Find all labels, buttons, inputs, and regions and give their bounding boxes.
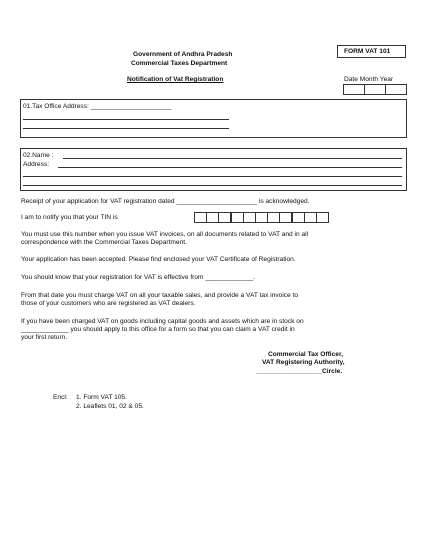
tin-digit-box[interactable] [267, 212, 280, 223]
form-id-box [337, 45, 406, 58]
tin-digit-box[interactable] [194, 212, 207, 223]
tax-office-address-label: 01.Tax Office Address: ______________________ [23, 103, 172, 110]
accepted-text: Your application has been accepted. Please find enclosed your VAT Certificate of Registration. [21, 256, 296, 263]
name-label: 02.Name : [23, 152, 54, 159]
tin-text: I am to notify you that your TIN is [21, 214, 118, 221]
name-field[interactable] [63, 158, 402, 159]
circle-line: __________________Circle. [256, 368, 343, 375]
date-month-field[interactable] [364, 84, 386, 95]
address-label: Address: [23, 161, 50, 168]
officer-title: Commercial Tax Officer, [268, 351, 344, 358]
address-field-line-1[interactable] [58, 167, 402, 168]
authority-title: VAT Registering Authority, [262, 359, 345, 366]
use-number-text-1: You must use this number when you issue VAT invoices, on all documents related to VAT and in all [21, 231, 309, 238]
tin-digit-box[interactable] [304, 212, 317, 223]
tin-digit-box[interactable] [316, 212, 329, 223]
credit-text-3: your first return. [21, 334, 68, 341]
tin-digit-box[interactable] [218, 212, 231, 223]
receipt-text: Receipt of your application for VAT registration dated ______________________ is acknowledged. [21, 198, 310, 205]
department-name: Commercial Taxes Department [131, 60, 228, 67]
address-field-line-3[interactable] [23, 185, 402, 186]
form-title: Notification of Vat Registration [127, 76, 224, 83]
tin-digit-box[interactable] [292, 212, 305, 223]
credit-text-1: If you have been charged VAT on goods including capital goods and assets which are in stock on [21, 318, 304, 325]
date-year-field[interactable] [385, 84, 407, 95]
tin-digit-box[interactable] [255, 212, 268, 223]
credit-text-2: _____________ you should apply to this office for a form so that you can claim a VAT credit in [21, 326, 295, 333]
tin-digit-box[interactable] [279, 212, 292, 223]
date-day-field[interactable] [343, 84, 365, 95]
enclosure-item-1: 1. Form VAT 105. [76, 394, 127, 401]
use-number-text-2: correspondence with the Commercial Taxes Department. [21, 239, 187, 246]
tin-digit-box[interactable] [231, 212, 244, 223]
date-label: Date Month Year [344, 76, 394, 83]
tax-office-address-line-2[interactable] [23, 119, 229, 120]
tin-digit-box[interactable] [243, 212, 256, 223]
date-fields [343, 84, 407, 95]
form-id: FORM VAT 101 [344, 48, 391, 55]
tin-boxes[interactable] [194, 212, 329, 223]
charge-text-2: those of your customers who are registered as VAT dealers. [21, 300, 196, 307]
enclosures-label: Encl: [53, 394, 68, 401]
enclosure-item-2: 2. Leaflets 01, 02 & 05. [76, 403, 144, 410]
effective-text: You should know that your registration for VAT is effective from _____________. [21, 274, 255, 281]
org-name: Government of Andhra Pradesh [133, 51, 233, 58]
address-field-line-2[interactable] [23, 176, 402, 177]
tax-office-address-line-3[interactable] [23, 128, 229, 129]
charge-text-1: From that date you must charge VAT on all your taxable sales, and provide a VAT tax invoice to [21, 292, 299, 299]
tin-digit-box[interactable] [206, 212, 219, 223]
